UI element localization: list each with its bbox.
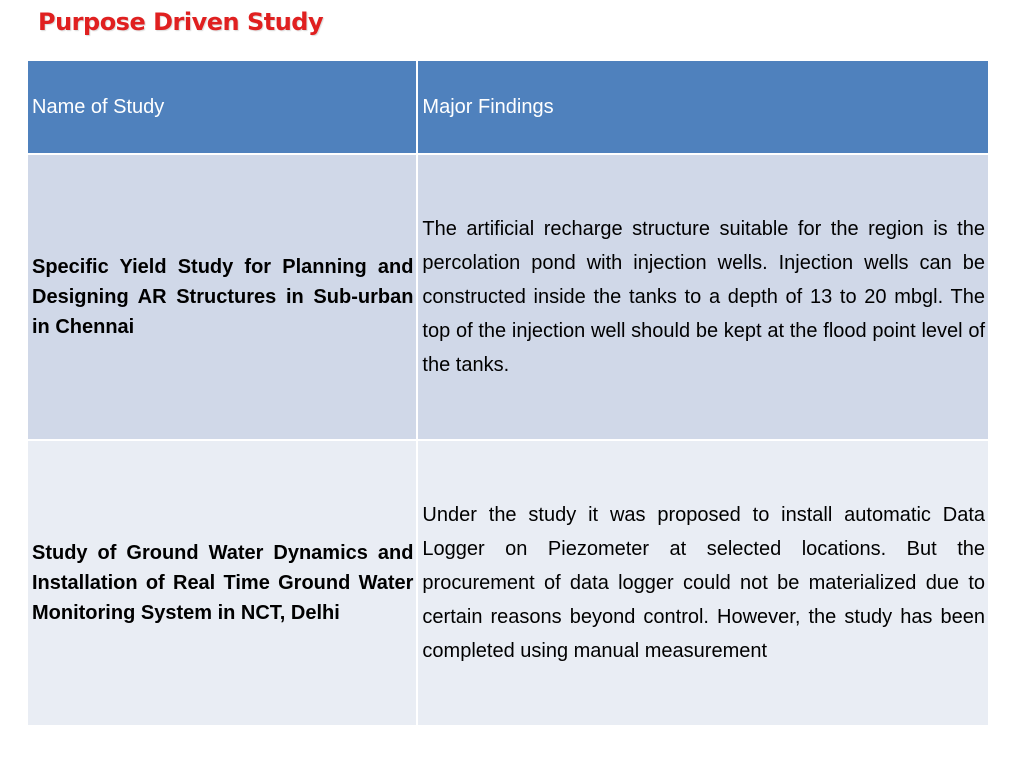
slide-title: Purpose Driven Study [38, 8, 324, 36]
findings-cell [417, 440, 989, 726]
table-header-row [27, 60, 989, 154]
column-header-findings: Major Findings [417, 60, 989, 154]
study-name: Study of Ground Water Dynamics and Installation of Real Time Ground Water Monitoring System in NCT, Delhi [32, 542, 414, 624]
table-row [27, 154, 989, 440]
study-name-cell [27, 154, 417, 440]
table-row [27, 440, 989, 726]
study-name: Specific Yield Study for Planning and Designing AR Structures in Sub-urban in Chennai [32, 256, 414, 338]
column-header-name: Name of Study [27, 60, 417, 154]
study-findings: The artificial recharge structure suitable for the region is the percolation pond with injection wells. Injection wells can be constructed inside the tanks to a depth of 13 to 20 mbgl. The top of the injection well should be kept at the flood point level of the tanks. [422, 218, 985, 376]
study-table [26, 59, 990, 727]
study-findings: Under the study it was proposed to install automatic Data Logger on Piezometer at selected locations. But the procurement of data logger could not be materialized due to certain reasons beyond control. However, the study has been completed using manual measurement [422, 504, 985, 662]
findings-cell [417, 154, 989, 440]
study-name-cell [27, 440, 417, 726]
